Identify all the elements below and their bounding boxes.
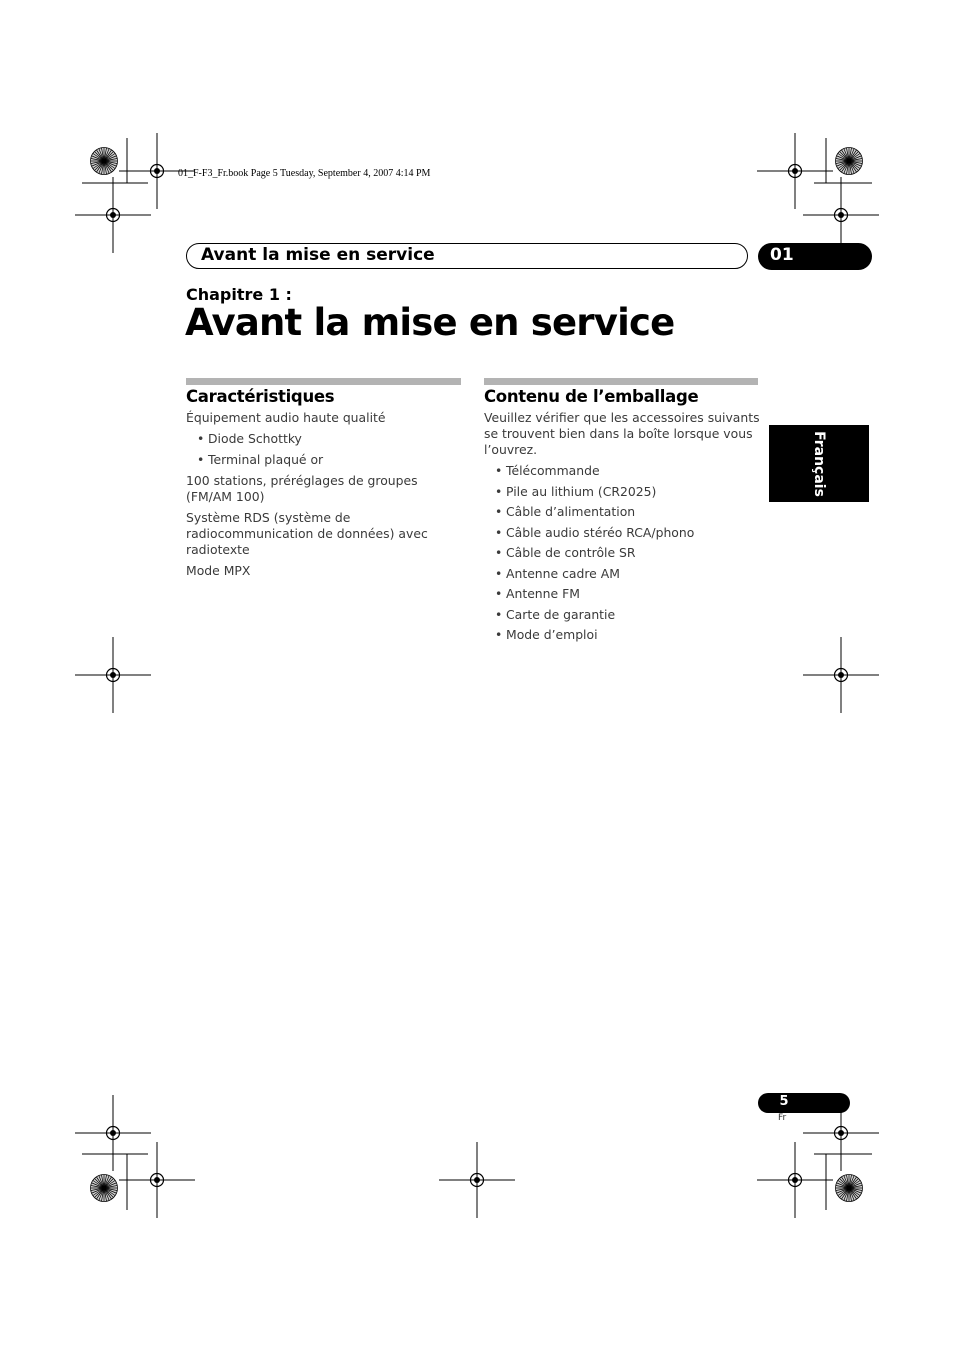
page-title: Avant la mise en service xyxy=(185,301,675,344)
list-item: • Câble audio stéréo RCA/phono xyxy=(484,525,760,541)
list-item: • Diode Schottky xyxy=(186,431,462,447)
package-intro: Veuillez vérifier que les accessoires suivants se trouvent bien dans la boîte lorsque vous l’ouvrez. xyxy=(484,410,760,457)
features-intro: Équipement audio haute qualité xyxy=(186,410,386,425)
list-item: • Câble d’alimentation xyxy=(484,504,760,520)
language-tab-label: Français xyxy=(811,430,827,497)
list-item: • Terminal plaqué or xyxy=(186,452,462,468)
list-item: • Pile au lithium (CR2025) xyxy=(484,484,760,500)
list-item: • Télécommande xyxy=(484,463,760,479)
features-paragraph: 100 stations, préréglages de groupes (FM/AM 100) xyxy=(186,472,418,504)
language-tab-label-wrap xyxy=(769,425,869,502)
list-item: • Carte de garantie xyxy=(484,607,760,623)
section-bar-left xyxy=(186,378,461,385)
section-heading-features: Caractéristiques xyxy=(186,387,335,406)
list-item: • Câble de contrôle SR xyxy=(484,545,760,561)
list-item: • Antenne cadre AM xyxy=(484,566,760,582)
page-number: 5 xyxy=(779,1094,789,1109)
chapter-label: Chapitre 1 : xyxy=(186,285,292,304)
package-list xyxy=(484,463,760,643)
book-header: 01_F-F3_Fr.book Page 5 Tuesday, September 4, 2007 4:14 PM xyxy=(178,168,431,179)
list-item: • Antenne FM xyxy=(484,586,760,602)
features-list xyxy=(186,431,462,468)
features-paragraph: Mode MPX xyxy=(186,562,251,578)
features-content xyxy=(186,410,462,584)
section-heading-package-contents: Contenu de l’emballage xyxy=(484,387,699,406)
package-contents xyxy=(484,410,760,648)
chapter-number: 01 xyxy=(770,245,794,265)
features-paragraph: Système RDS (système de radiocommunication de données) avec radiotexte xyxy=(186,509,428,557)
section-bar-right xyxy=(484,378,758,385)
list-item: • Mode d’emploi xyxy=(484,627,760,643)
running-header-title: Avant la mise en service xyxy=(201,245,435,265)
page-language-code: Fr xyxy=(778,1113,787,1123)
